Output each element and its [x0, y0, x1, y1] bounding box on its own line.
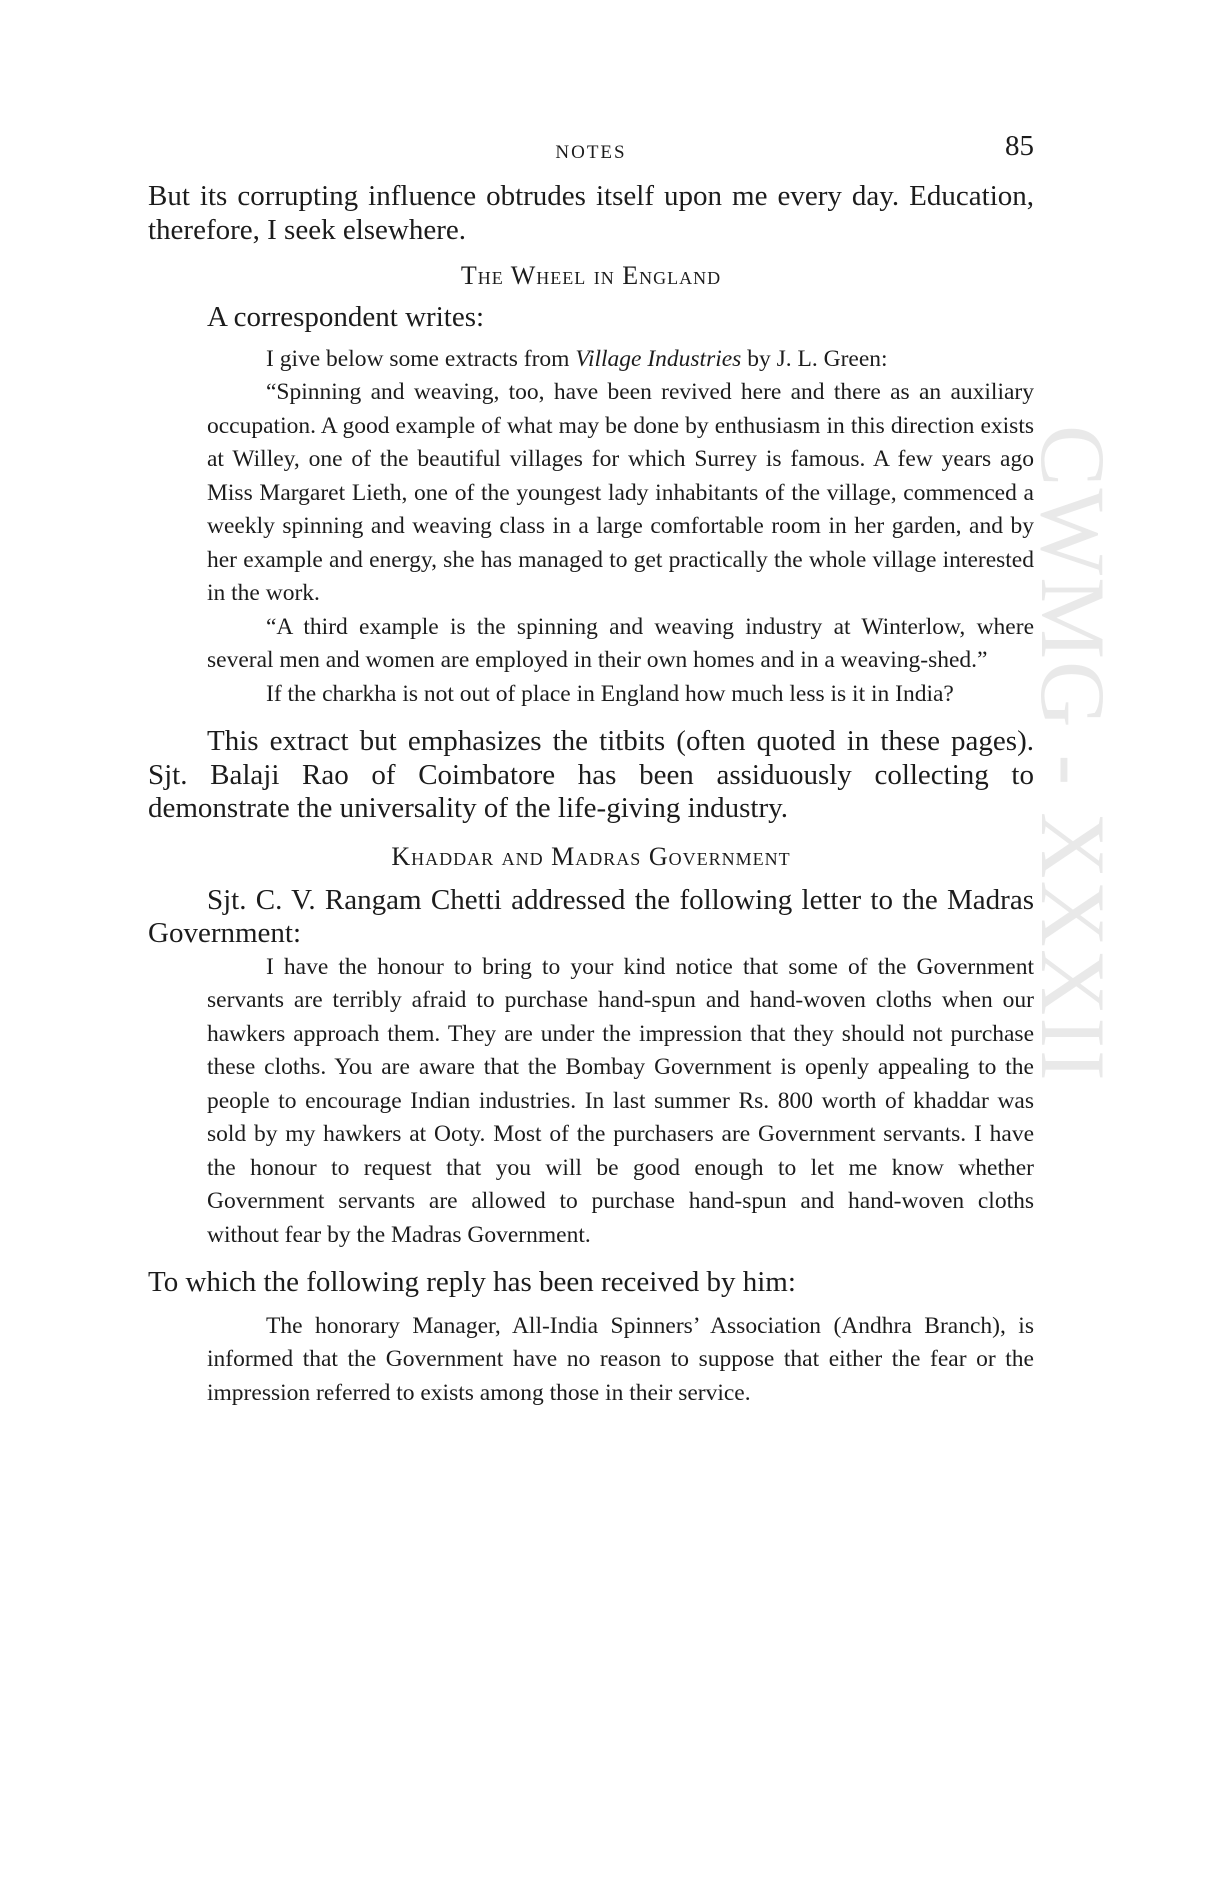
- letter-paragraph-1: [207, 343, 1034, 377]
- reply-intro: To which the following reply has been received by him:: [148, 1266, 796, 1298]
- government-reply: [207, 1310, 1034, 1411]
- correspondent-intro: A correspondent writes:: [207, 301, 485, 333]
- opening-paragraph: But its corrupting influence obtrudes itself upon me every day. Education, therefore, I seek elsewhere.: [148, 180, 1034, 246]
- letter-p1-before: I give below some extracts from: [266, 345, 576, 372]
- madras-letter-text: I have the honour to bring to your kind notice that some of the Government servants are terribly afraid to purchase hand-spun and hand-woven cloths when our hawkers approach them. They are under the impression that they should not purchase these cloths. You are aware that the Bombay Government is openly appealing to the people to encourage Indian industries. In last summer Rs. 800 worth of khaddar was sold by my hawkers at Ooty. Most of the purchasers are Government servants. I have the honour to request that you will be good enough to let me know whether Government servants are allowed to purchase hand-spun and hand-woven cloths without fear by the Madras Government.: [207, 953, 1034, 1248]
- section-title-wheel-in-england: The Wheel in England: [460, 261, 722, 290]
- watermark: CWMG - XXXII: [1022, 425, 1124, 1083]
- letter-paragraph-4: If the charkha is not out of place in England how much less is it in India?: [266, 680, 954, 707]
- letter-p1-after: by J. L. Green:: [741, 345, 888, 372]
- book-title: Village Industries: [575, 345, 742, 372]
- page-number: 85: [1005, 130, 1034, 162]
- section-title-khaddar-madras: Khaddar and Madras Government: [391, 841, 791, 871]
- correspondent-letter: [207, 343, 1034, 712]
- letter-paragraph-3: “A third example is the spinning and weaving industry at Winterlow, where several men and women are employed in their own homes and in a weaving-shed.”: [207, 613, 1034, 673]
- madras-letter: [207, 951, 1034, 1253]
- letter-paragraph-2: “Spinning and weaving, too, have been revived here and there as an auxiliary occupation. A good example of what may be done by enthusiasm in this direction exists at Willey, one of the beautiful villages for which Surrey is famous. A few years ago Miss Margaret Lieth, one of the youngest lady inhabitants of the village, commenced a weekly spinning and weaving class in a large comfortable room in her garden, and by her example and energy, she has managed to get practically the whole village interested in the work.: [207, 379, 1034, 606]
- government-reply-text: The honorary Manager, All-India Spinners’ Association (Andhra Branch), is informed that the Government have no reason to suppose that either the fear or the impression referred to exists among those in their service.: [207, 1312, 1034, 1406]
- extract-comment: This extract but emphasizes the titbits (often quoted in these pages). Sjt. Balaji Rao of Coimbatore has been assiduously collecting to demonstrate the universality of the life-giving industry.: [148, 725, 1034, 824]
- rangam-chetti-intro: Sjt. C. V. Rangam Chetti addressed the following letter to the Madras Government:: [148, 883, 1034, 949]
- page-header: [148, 130, 1034, 170]
- running-head: NOTES: [555, 142, 627, 163]
- page-content: [148, 180, 1034, 1410]
